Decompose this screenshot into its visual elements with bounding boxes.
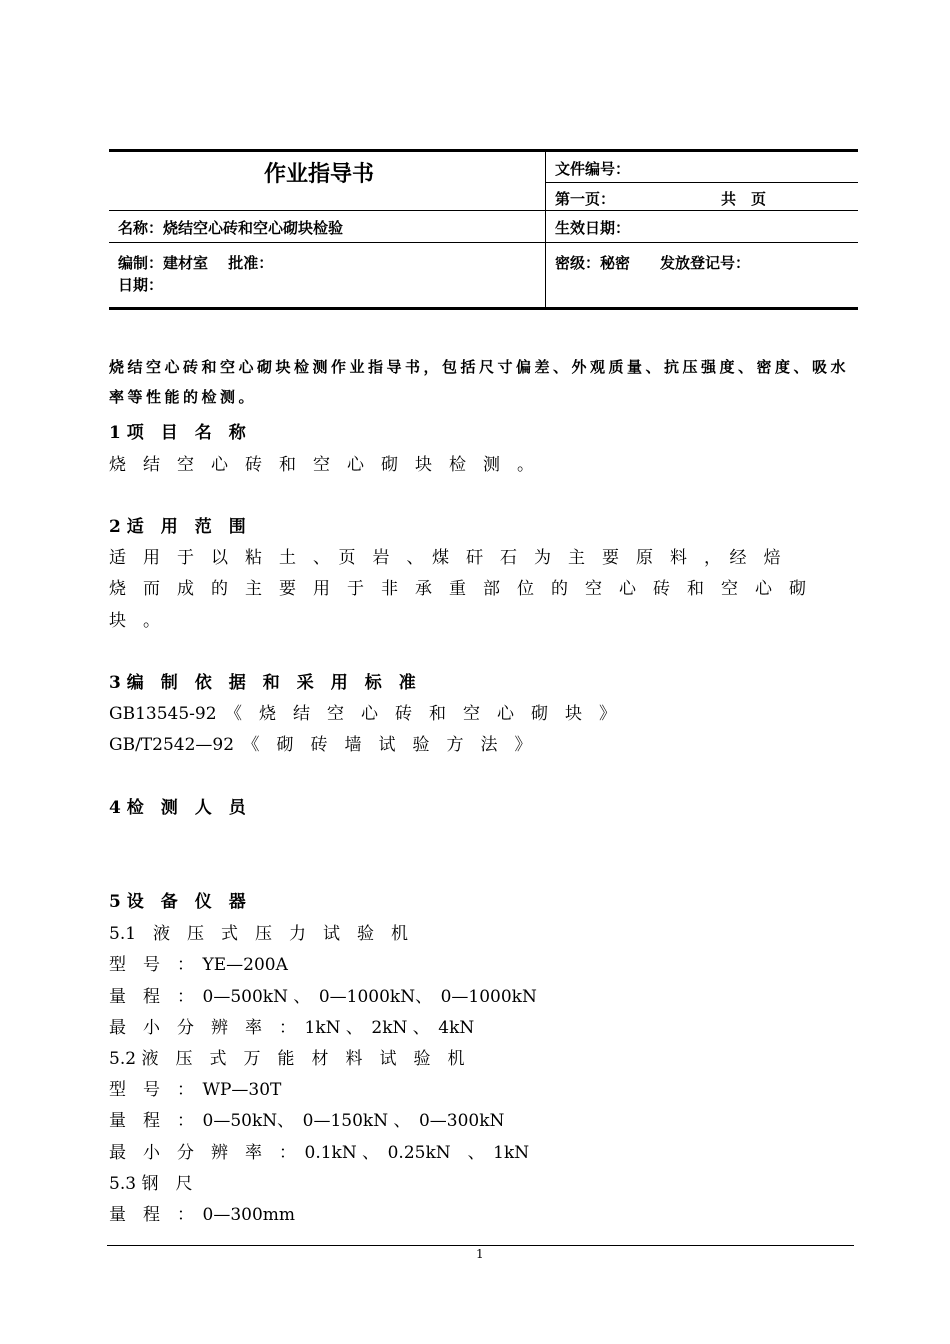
body-line: 适 用 于 以 粘 土 、 页 岩 、 煤 矸 石 为 主 要 原 料 ， 经 焙 bbox=[109, 548, 781, 568]
body-line: 最 小 分 辨 率 ： 1kN 、 2kN 、 4kN bbox=[109, 1018, 475, 1038]
body-line: 5.2 液 压 式 万 能 材 料 试 验 机 bbox=[109, 1049, 465, 1069]
date-label: 日期： bbox=[118, 276, 164, 294]
doc-number-label: 文件编号： bbox=[555, 160, 631, 178]
table-divider bbox=[545, 152, 546, 307]
section-heading: 4 检 测 人 员 bbox=[109, 798, 246, 818]
table-rule bbox=[545, 182, 858, 183]
body-line: 5.3 钢 尺 bbox=[109, 1174, 193, 1194]
section-heading: 2 适 用 范 围 bbox=[109, 517, 246, 537]
footer-rule bbox=[107, 1245, 854, 1246]
body-line: 型 号 ： WP—30T bbox=[109, 1080, 282, 1100]
body-line: 量 程 ： 0—300mm bbox=[109, 1205, 296, 1225]
body-line: 型 号 ： YE—200A bbox=[109, 955, 288, 975]
section-heading: 1 项 目 名 称 bbox=[109, 423, 246, 443]
table-rule bbox=[109, 242, 858, 243]
body-line: 烧 而 成 的 主 要 用 于 非 承 重 部 位 的 空 心 砖 和 空 心 砌 bbox=[109, 579, 806, 599]
intro-paragraph: 烧结空心砖和空心砌块检测作业指导书，包括尺寸偏差、外观质量、抗压强度、密度、吸水率等性能的检测。 bbox=[109, 358, 850, 406]
page-label: 第一页： bbox=[555, 190, 616, 208]
body-line: 烧 结 空 心 砖 和 空 心 砌 块 检 测 。 bbox=[109, 455, 534, 475]
header-table bbox=[109, 149, 858, 310]
secrecy-label: 密级：秘密 发放登记号： bbox=[555, 254, 751, 272]
effective-date-label: 生效日期： bbox=[555, 219, 631, 237]
section-heading: 3 编 制 依 据 和 采 用 标 准 bbox=[109, 673, 416, 693]
doc-title: 作业指导书 bbox=[264, 162, 375, 187]
body-line: GB13545-92 《 烧 结 空 心 砖 和 空 心 砌 块 》 bbox=[109, 704, 617, 724]
section-heading: 5 设 备 仪 器 bbox=[109, 892, 246, 912]
page-number: 1 bbox=[476, 1247, 484, 1261]
body-line: 量 程 ： 0—500kN 、 0—1000kN、 0—1000kN bbox=[109, 987, 537, 1007]
body-line: 5.1 液 压 式 压 力 试 验 机 bbox=[109, 924, 409, 944]
table-rule bbox=[109, 210, 858, 211]
body-line: 量 程 ： 0—50kN、 0—150kN 、 0—300kN bbox=[109, 1111, 505, 1131]
total-pages-label: 共 页 bbox=[721, 190, 767, 208]
body-line: 最 小 分 辨 率 ： 0.1kN 、 0.25kN 、 1kN bbox=[109, 1143, 530, 1163]
body-line: GB/T2542—92 《 砌 砖 墙 试 验 方 法 》 bbox=[109, 735, 532, 755]
doc-name: 名称：烧结空心砖和空心砌块检验 bbox=[118, 219, 344, 237]
prepared-by: 编制：建材室 批准： bbox=[118, 254, 274, 272]
body-line: 块 。 bbox=[109, 611, 160, 631]
